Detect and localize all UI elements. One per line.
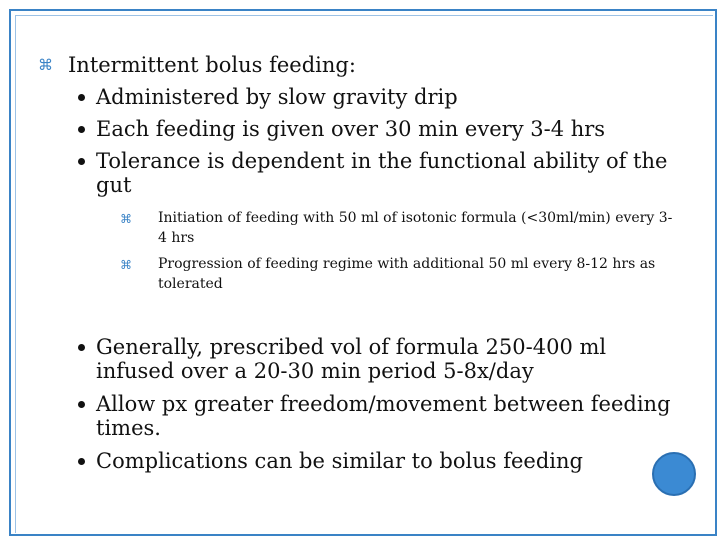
bullet-dot-icon	[78, 401, 85, 408]
sub-sub-bullet-text: Initiation of feeding with 50 ml of isotonic formula (<30ml/min) every 3-4 hrs	[158, 210, 673, 246]
reference-bullet-icon: ⌘	[38, 56, 53, 74]
main-bullet-text: Intermittent bolus feeding:	[68, 53, 356, 77]
bullet-dot-icon	[78, 458, 85, 465]
sub-bullet-text: Administered by slow gravity drip	[96, 85, 458, 109]
sub-bullet-text: Each feeding is given over 30 min every 3-4 hrs	[96, 117, 606, 141]
bullet-dot-icon	[78, 94, 85, 101]
bullet-dot-icon	[78, 126, 85, 133]
sub-bullet-text: Tolerance is dependent in the functional ability of the gut	[96, 149, 668, 197]
bullet-dot-icon	[78, 158, 85, 165]
reference-bullet-icon: ⌘	[120, 258, 132, 272]
sub-sub-bullet-text: Progression of feeding regime with additional 50 ml every 8-12 hrs as tolerated	[158, 256, 656, 292]
sub-bullet-text: Complications can be similar to bolus feeding	[96, 449, 583, 473]
sub-bullet-text: Generally, prescribed vol of formula 250-400 ml infused over a 20-30 min period 5-8x/day	[96, 335, 607, 383]
sub-bullet-text: Allow px greater freedom/movement between feeding times.	[96, 392, 671, 440]
bullet-dot-icon	[78, 344, 85, 351]
reference-bullet-icon: ⌘	[120, 212, 132, 226]
